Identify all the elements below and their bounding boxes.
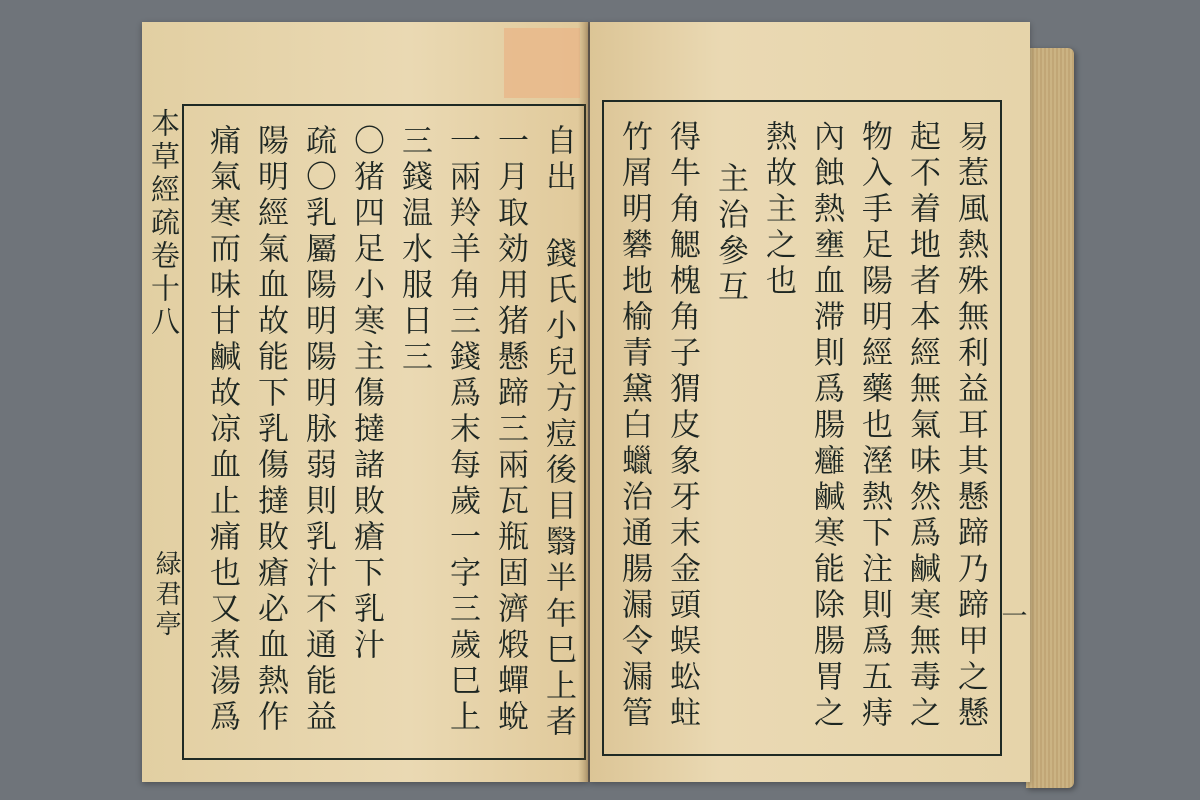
text-column: 疏〇乳屬陽明陽明脉弱則乳汁不通能益 xyxy=(300,124,336,736)
text-column: 三錢温水服日三 xyxy=(396,124,432,376)
text-column: 一月取効用猪懸蹄三兩瓦瓶固濟煅蟬蛻 xyxy=(492,124,528,736)
text-column: 易惹風熱殊無利益耳其懸蹄乃蹄甲之懸 xyxy=(952,120,988,732)
right-text-frame xyxy=(602,100,1002,756)
text-column: 內蝕熱壅血滞則爲腸癰鹹寒能除腸胃之 xyxy=(808,120,844,732)
page-stack-edge xyxy=(1026,48,1074,788)
text-column: 竹屑明礬地榆青黛白蠟治通腸漏令漏管 xyxy=(616,120,652,732)
right-page xyxy=(590,22,1030,782)
text-column: 物入手足陽明經藥也溼熱下注則爲五痔 xyxy=(856,120,892,732)
text-column: 〇猪四足小寒主傷撻諸敗瘡下乳汁 xyxy=(348,124,384,664)
text-column: 痛氣寒而味甘鹹故凉血止痛也又煮湯爲 xyxy=(204,124,240,736)
text-column: 起不着地者本經無氣味然爲鹹寒無毒之 xyxy=(904,120,940,732)
publisher-mark: 緑君亭 xyxy=(151,550,181,640)
text-column: 自出 錢氏小兒方痘後目翳半年巳上者 xyxy=(540,124,576,741)
open-book xyxy=(138,18,1070,788)
page-number: 一 xyxy=(997,602,1027,633)
paper-tab xyxy=(504,28,580,98)
text-column: 一兩羚羊角三錢爲末每歲一字三歲巳上 xyxy=(444,124,480,736)
margin-title: 本草經疏卷十八 xyxy=(147,108,181,339)
text-column: 熱故主之也 xyxy=(760,120,796,300)
left-text-frame xyxy=(182,104,586,760)
text-column: 得牛角䚡槐角子猬皮象牙末金頭蜈蚣蛀 xyxy=(664,120,700,732)
text-column: 陽明經氣血故能下乳傷撻敗瘡必血熱作 xyxy=(252,124,288,736)
left-page xyxy=(142,22,588,782)
section-heading: 主治參互 xyxy=(712,162,748,306)
